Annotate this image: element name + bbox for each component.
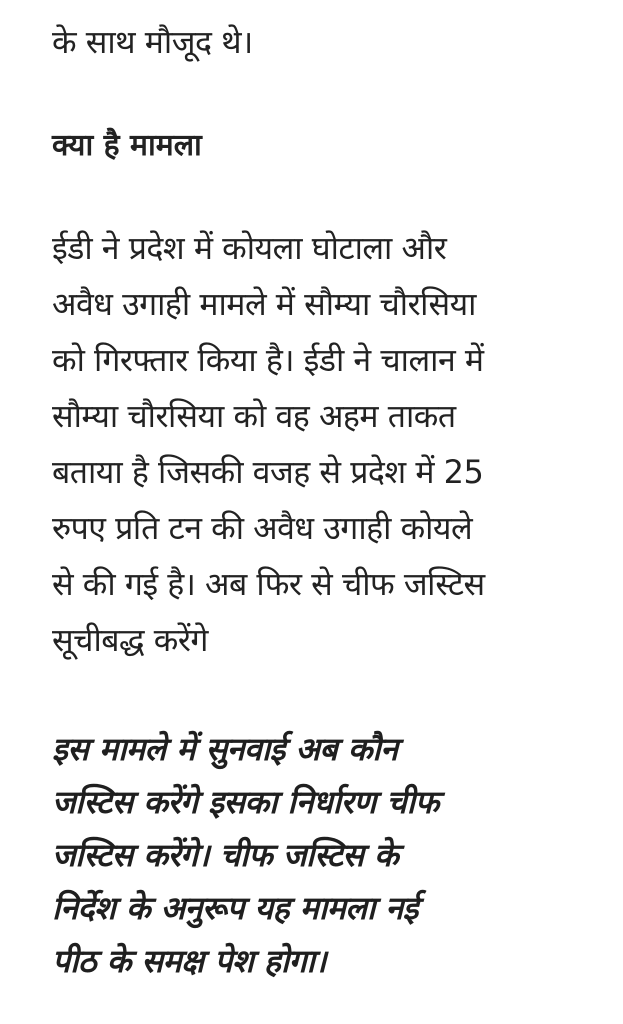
emphasis-line: जस्टिस करेंगे। चीफ जस्टिस के: [52, 836, 399, 874]
intro-text-tail: के साथ मौजूद थे।: [52, 23, 253, 61]
emphasis-line: पीठ के समक्ष पेश होगा।: [52, 942, 327, 980]
paragraph-line: सौम्या चौरसिया को वह अहम ताकत: [52, 397, 456, 435]
emphasis-line: इस मामले में सुनवाई अब कौन: [52, 730, 398, 768]
paragraph-line: सूचीबद्ध करेंगे: [52, 621, 208, 659]
paragraph-line: बताया है जिसकी वजह से प्रदेश में 25: [52, 453, 484, 491]
body-paragraph: [52, 220, 485, 668]
section-heading: क्या है मामला: [52, 128, 202, 163]
paragraph-line: रुपए प्रति टन की अवैध उगाही कोयले: [52, 509, 473, 547]
emphasis-line: जस्टिस करेंगे इसका निर्धारण चीफ: [52, 783, 439, 821]
paragraph-line: से की गई है। अब फिर से चीफ जस्टिस: [52, 565, 485, 603]
emphasis-paragraph: [52, 723, 439, 988]
emphasis-line: निर्देश के अनुरूप यह मामला नई: [52, 889, 418, 927]
paragraph-line: ईडी ने प्रदेश में कोयला घोटाला और: [52, 229, 447, 267]
paragraph-line: अवैध उगाही मामले में सौम्या चौरसिया: [52, 285, 476, 323]
paragraph-line: को गिरफ्तार किया है। ईडी ने चालान में: [52, 341, 484, 379]
